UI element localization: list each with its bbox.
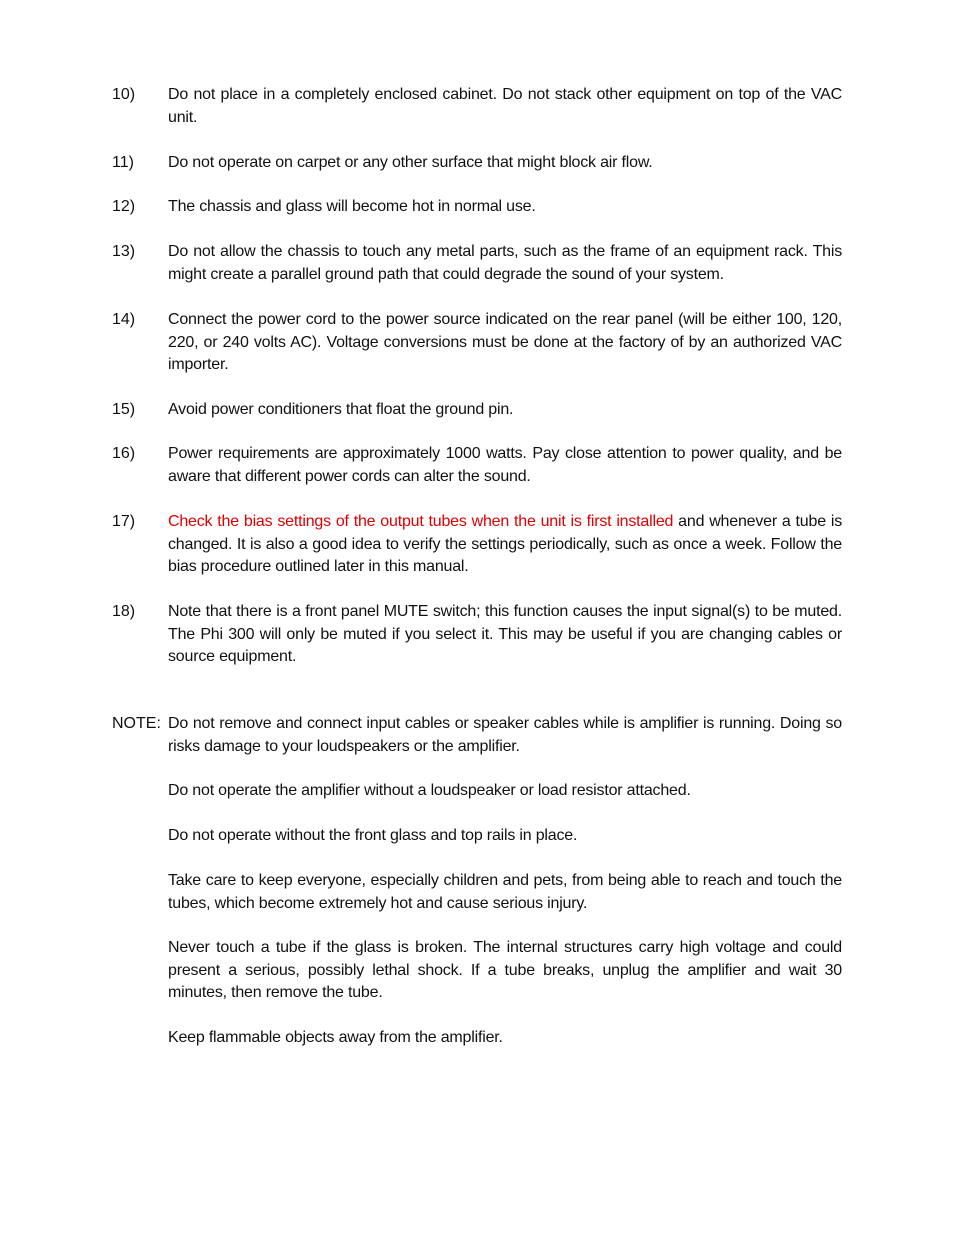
item-number: 16) xyxy=(112,445,136,462)
list-item xyxy=(112,309,842,377)
note-paragraph: Do not operate without the front glass and top rails in place. xyxy=(168,827,578,844)
list-item xyxy=(112,84,842,129)
note-paragraph: Never touch a tube if the glass is broken. The internal structures carry high voltage and could present a serious, possibly lethal shock. If a tube breaks, unplug the amplifier and wait 30 minutes, then remove the tube. xyxy=(168,939,842,1001)
item-number: 13) xyxy=(112,243,136,260)
note-item xyxy=(112,825,842,848)
list-item xyxy=(112,399,842,422)
list-item xyxy=(112,511,842,579)
item-text: Power requirements are approximately 1000 watts. Pay close attention to power quality, and be aware that different power cords can alter the sound. xyxy=(168,445,842,485)
item-number: 17) xyxy=(112,513,136,530)
item-text: Note that there is a front panel MUTE switch; this function causes the input signal(s) to be muted. The Phi 300 will only be muted if you select it. This may be useful if you are changing cables or source equipment. xyxy=(168,603,842,665)
item-text: Connect the power cord to the power source indicated on the rear panel (will be either 100, 120, 220, or 240 volts AC). Voltage conversions must be done at the factory of by an authorized VAC importer. xyxy=(168,311,842,373)
note-section xyxy=(112,713,842,758)
note-item xyxy=(112,780,842,803)
note-paragraph: Do not remove and connect input cables or speaker cables while is amplifier is running. Doing so risks damage to your loudspeakers or the amplifier. xyxy=(168,715,842,755)
item-text: Avoid power conditioners that float the ground pin. xyxy=(168,401,514,418)
item-number: 15) xyxy=(112,401,136,418)
list-item xyxy=(112,196,842,219)
note-paragraph: Take care to keep everyone, especially children and pets, from being able to reach and touch the tubes, which become extremely hot and cause serious injury. xyxy=(168,872,842,912)
item-text: Do not allow the chassis to touch any metal parts, such as the frame of an equipment rack. This might create a parallel ground path that could degrade the sound of your system. xyxy=(168,243,842,283)
item-number: 14) xyxy=(112,311,136,328)
list-item xyxy=(112,152,842,175)
item-number: 10) xyxy=(112,86,136,103)
bias-warning-highlight: Check the bias settings of the output tubes when the unit is first installed xyxy=(168,513,674,530)
note-item xyxy=(112,870,842,915)
item-text: The chassis and glass will become hot in normal use. xyxy=(168,198,536,215)
note-item xyxy=(112,937,842,1005)
list-item xyxy=(112,443,842,488)
item-text: Do not place in a completely enclosed cabinet. Do not stack other equipment on top of the VAC unit. xyxy=(168,86,842,126)
list-item xyxy=(112,241,842,286)
note-paragraph: Keep flammable objects away from the amplifier. xyxy=(168,1029,503,1046)
item-text xyxy=(168,511,842,579)
item-text: Do not operate on carpet or any other surface that might block air flow. xyxy=(168,154,653,171)
note-paragraph: Do not operate the amplifier without a loudspeaker or load resistor attached. xyxy=(168,782,691,799)
note-item xyxy=(112,1027,842,1050)
note-label: NOTE: xyxy=(112,715,161,732)
item-number: 12) xyxy=(112,198,136,215)
item-text-rest: and whenever a tube is changed. It is also a good idea to verify the settings periodically, such as once a week. Follow the bias procedure outlined later in this manual. xyxy=(168,513,842,575)
item-number: 11) xyxy=(112,154,134,171)
item-number: 18) xyxy=(112,603,136,620)
list-item xyxy=(112,601,842,669)
